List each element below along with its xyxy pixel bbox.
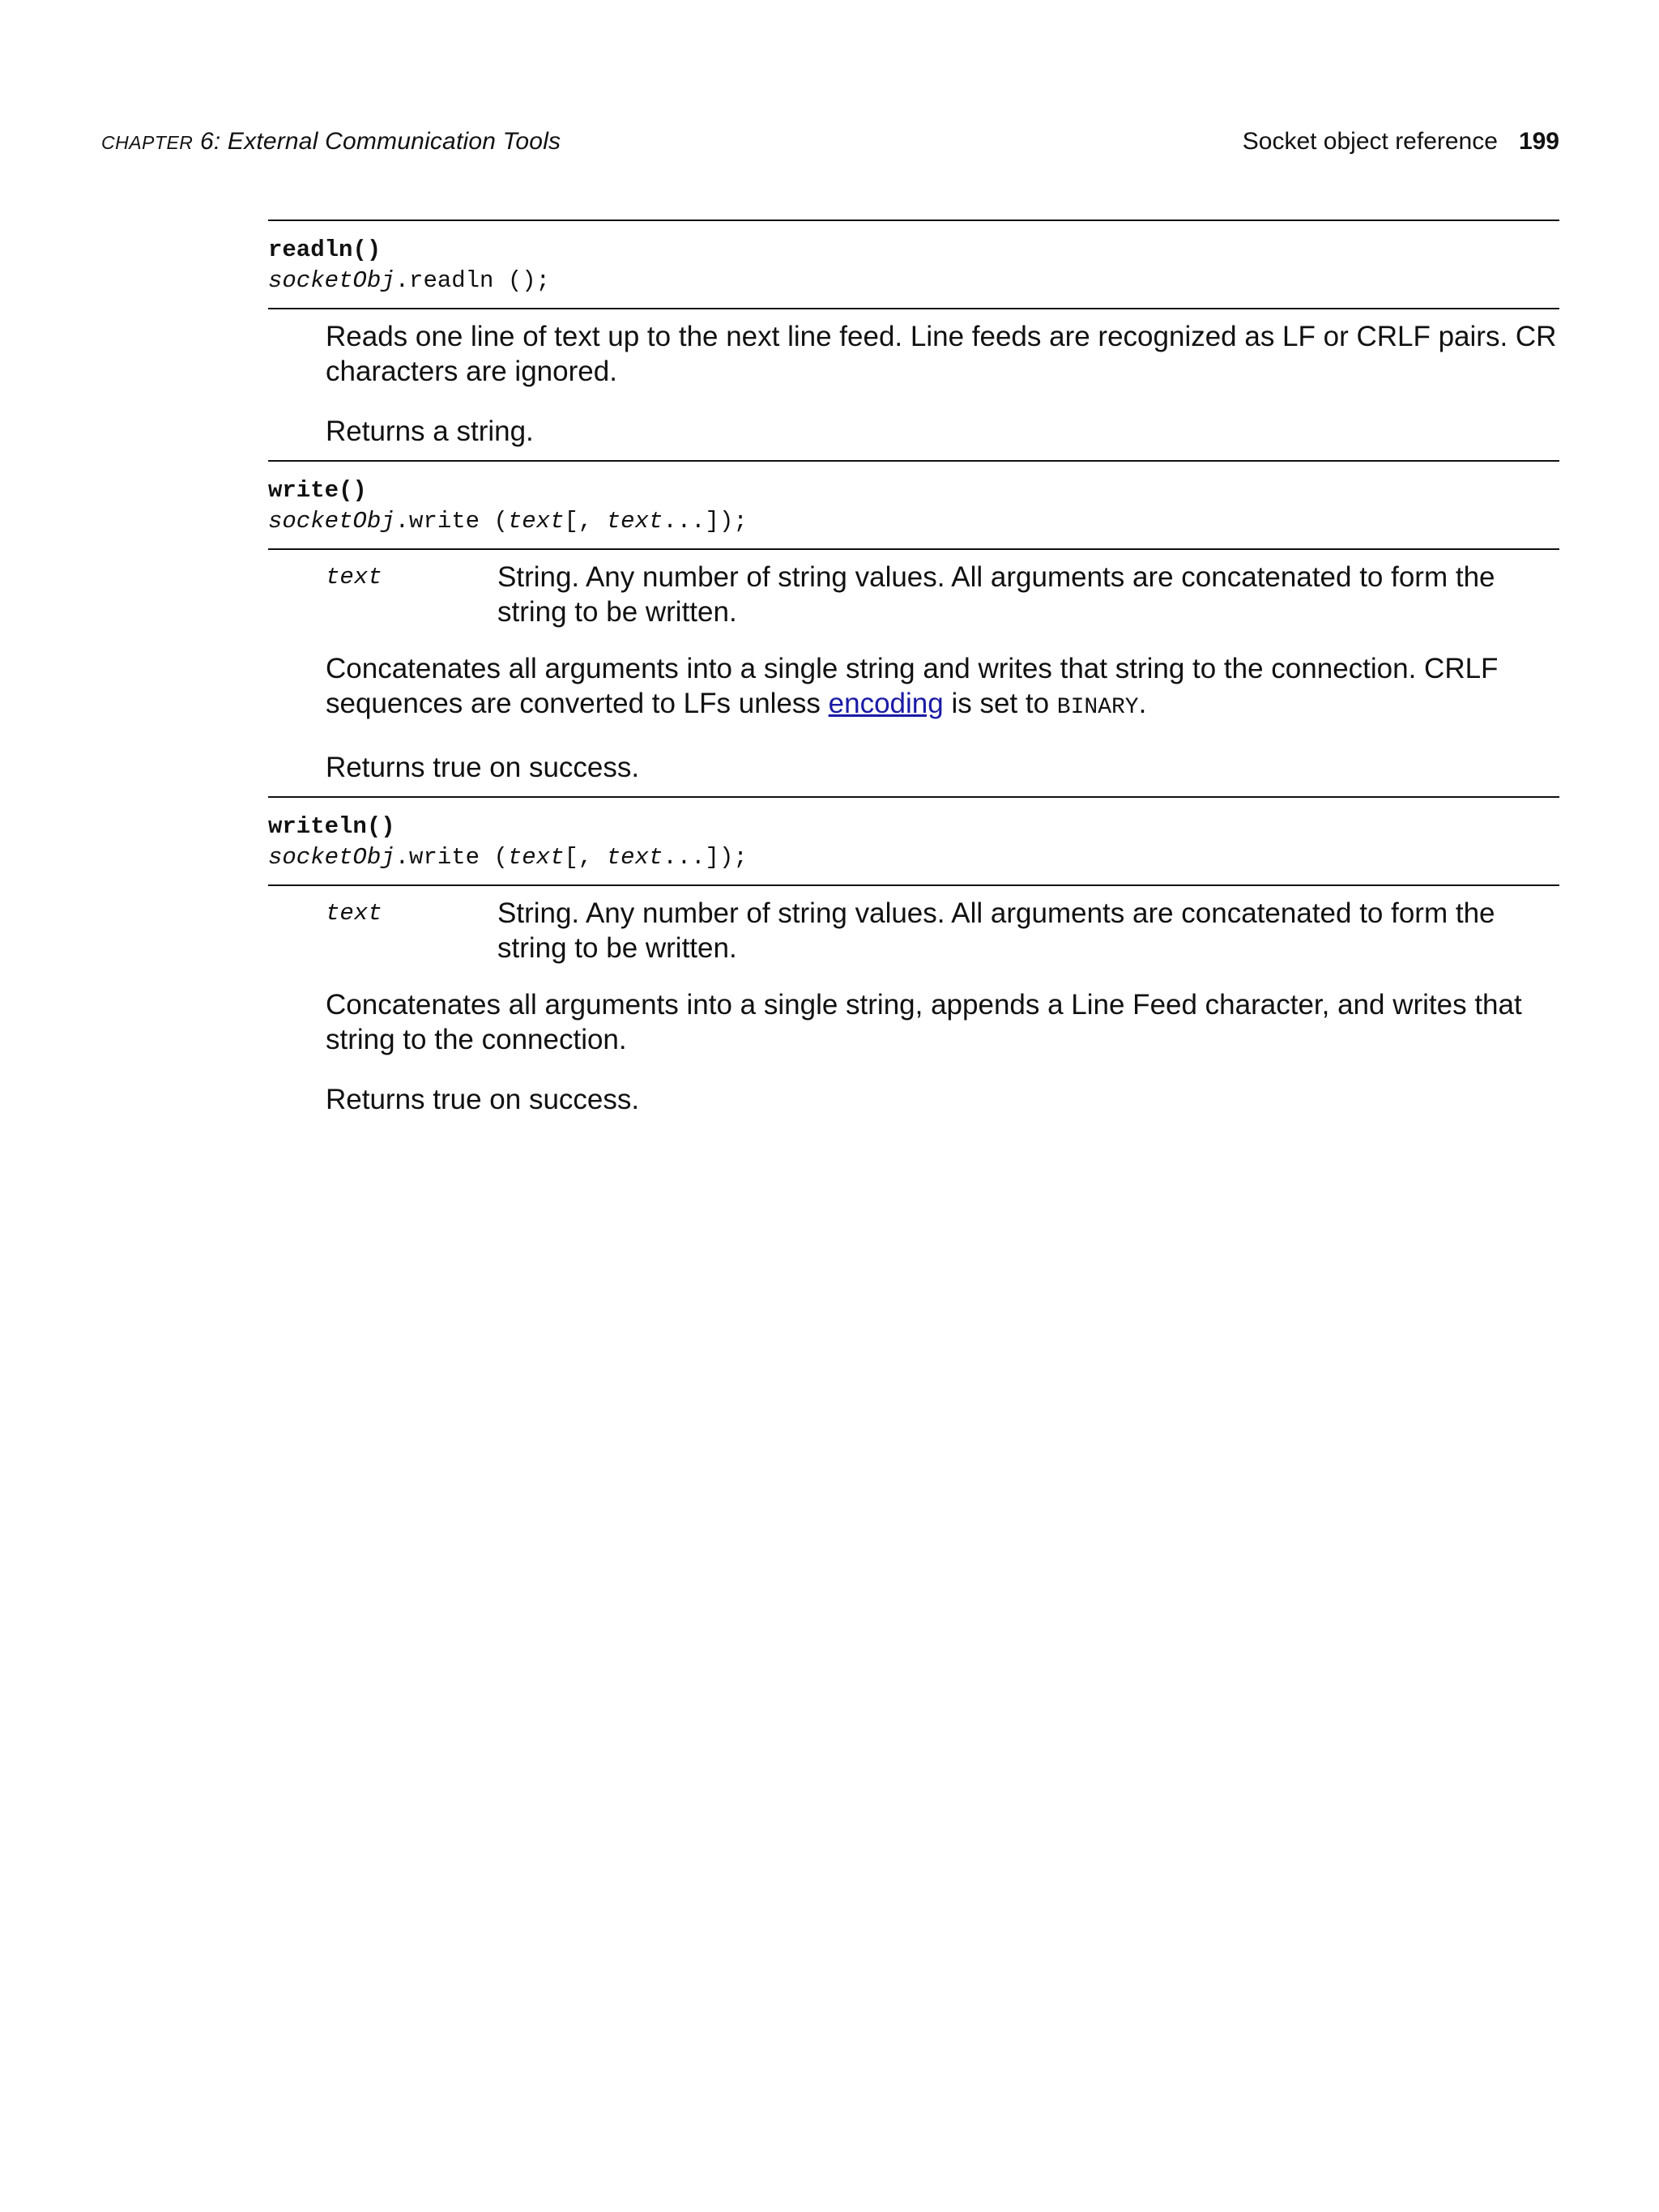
method-signature [268,506,1559,537]
inline-code: BINARY [1056,695,1139,720]
method-signature [268,266,1559,296]
signature-call: .readln (); [394,267,551,294]
signature-arg: text [507,508,565,535]
page-header [101,128,1559,160]
method-header-readln [268,221,1559,308]
signature-arg: text [606,844,663,871]
parameter-description: String. Any number of string values. All arguments are concatenated to form the string to be written. [497,897,1495,964]
description-paragraph: Reads one line of text up to the next line feed. Line feeds are recognized as LF or CRLF pairs. CR characters are ignored. [326,321,1557,387]
parameter-row [326,896,1559,965]
returns-paragraph: Returns true on success. [326,1084,640,1115]
description-paragraph: Concatenates all arguments into a single string, appends a Line Feed character, and writes that string to the connection. [326,989,1522,1055]
signature-object: socketObj [268,508,395,535]
method-name: write() [268,477,367,504]
method-signature [268,842,1559,873]
description-text: Concatenates all arguments into a single string and writes that string to the connection. CRLF sequences are converted to LFs unless [326,653,1499,719]
signature-end: ...]); [663,508,748,535]
returns-paragraph: Returns a string. [326,416,534,447]
signature-arg: text [606,508,663,535]
signature-arg: text [507,844,565,871]
signature-sep: [, [564,844,607,871]
page-number: 199 [1518,128,1559,155]
signature-call: .write ( [394,508,508,535]
parameter-description: String. Any number of string values. All arguments are concatenated to form the string to be written. [497,561,1495,628]
parameter-row [326,560,1559,629]
method-header-writeln [268,798,1559,884]
running-head [1243,128,1559,156]
parameter-name: text [326,564,382,590]
signature-object: socketObj [268,267,395,294]
chapter-title [101,128,561,156]
method-body-write [268,550,1559,796]
chapter-label: CHAPTER [101,132,194,153]
method-name: writeln() [268,813,395,840]
description-text: . [1138,688,1147,719]
description-paragraph [326,651,1559,725]
signature-object: socketObj [268,844,395,871]
signature-sep: [, [564,508,607,535]
chapter-name: 6: External Communication Tools [199,128,561,155]
encoding-link[interactable]: encoding [828,688,944,719]
method-header-write [268,462,1559,548]
description-text: is set to [943,688,1057,719]
method-body-writeln [268,886,1559,1117]
method-body-readln [268,309,1559,460]
page-content [268,219,1559,1117]
signature-call: .write ( [394,844,508,871]
signature-end: ...]); [663,844,748,871]
returns-paragraph: Returns true on success. [326,752,640,783]
method-name: readln() [268,237,382,263]
parameter-name: text [326,900,382,927]
section-title: Socket object reference [1242,128,1498,155]
